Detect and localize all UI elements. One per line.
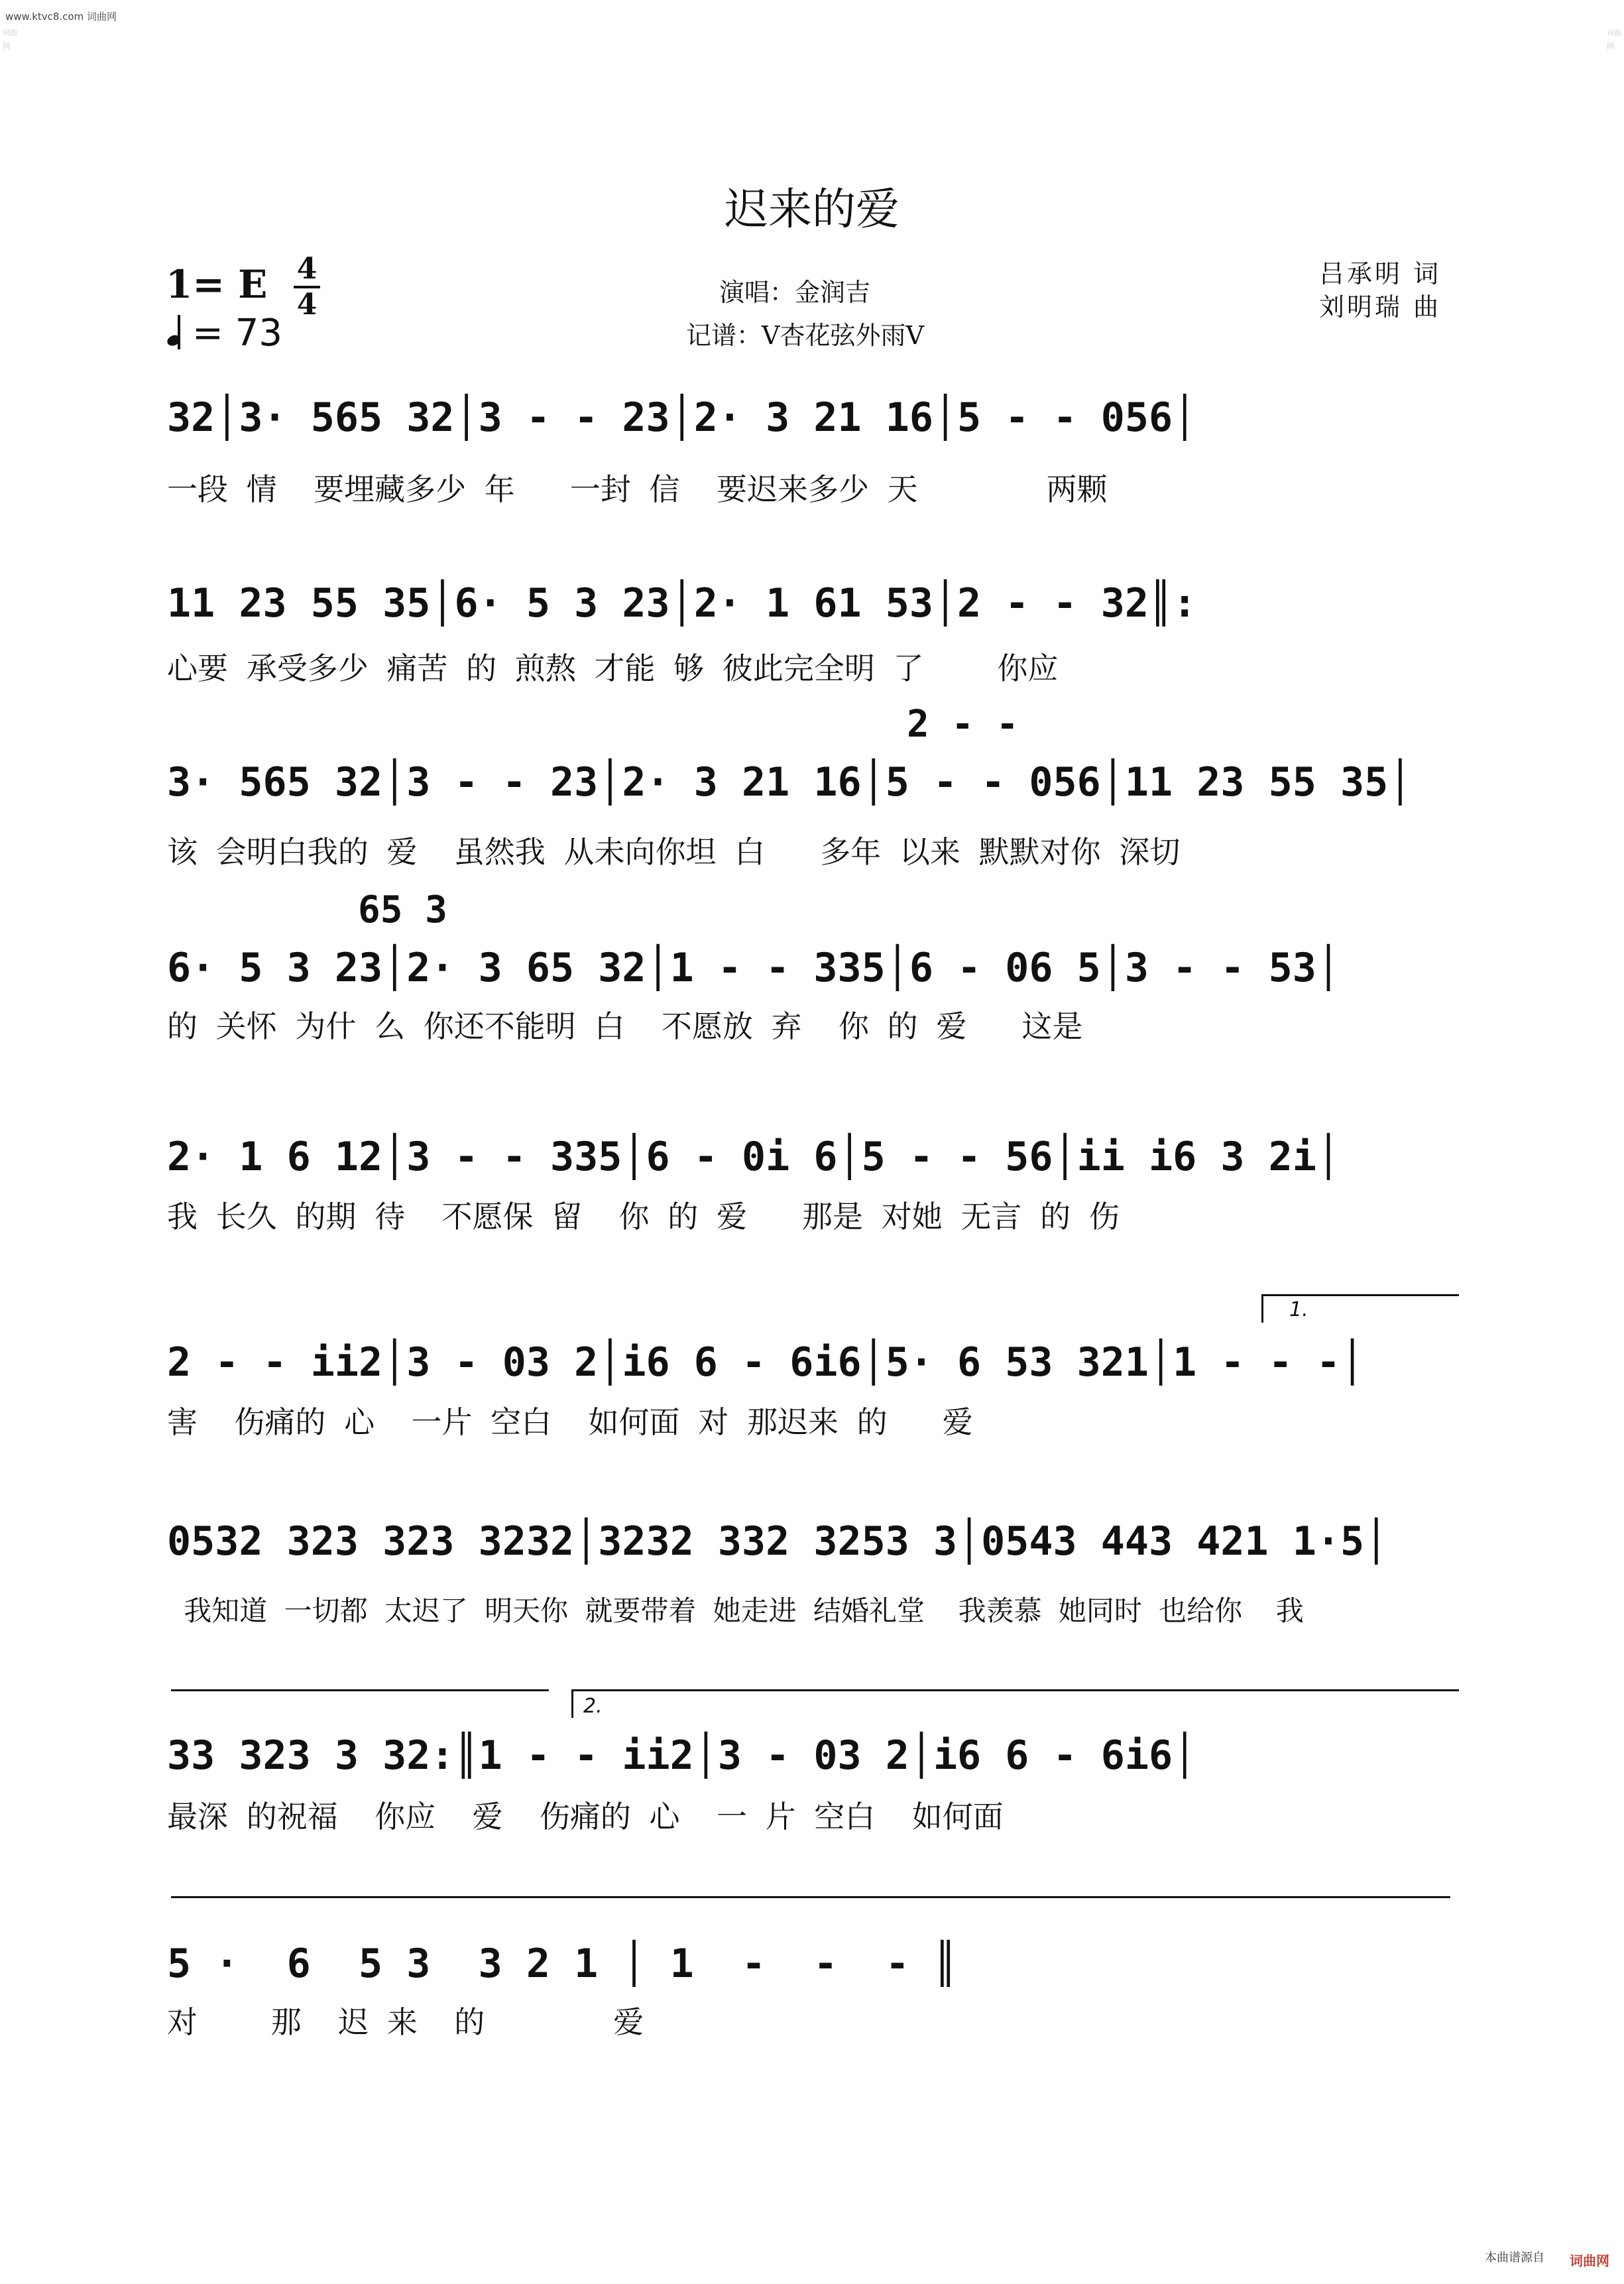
notation-row-5: 2· 1 6 12│3 - - 335│6 - 0i 6│5 - - 56│ii i6 3 2i│ — [167, 1134, 1341, 1180]
lyrics-row-8: 最深 的祝福 你应 爱 伤痛的 心 一 片 空白 如何面 — [167, 1799, 1004, 1834]
notation-row-7: 0532 323 323 3232│3232 332 3253 3│0543 443 421 1·5│ — [167, 1518, 1389, 1565]
lyrics-row-2: 心要 承受多少 痛苦 的 煎熬 才能 够 彼此完全明 了 你应 — [167, 650, 1059, 686]
composer-credit: 刘明瑞 曲 — [1319, 292, 1442, 322]
site-header: www.ktvc8.com 词曲网 — [5, 11, 117, 23]
transcriber-credit: 记谱：V杏花弦外雨V — [686, 321, 924, 350]
upper-notes-row-4: 65 3 — [358, 888, 447, 932]
notation-row-1: 32│3· 565 32│3 - - 23│2· 3 21 16│5 - - 056│ — [167, 394, 1197, 441]
lyricist-credit: 吕承明 词 — [1319, 259, 1442, 288]
footer-logo[interactable]: 词曲网 — [1570, 2253, 1609, 2269]
second-ending-label: 2. — [583, 1695, 603, 1718]
repeat-bracket-line — [171, 1689, 549, 1691]
tempo-value: = 73 — [192, 312, 282, 355]
key-signature: 1= E — [166, 262, 268, 307]
notation-row-3: 3· 565 32│3 - - 23│2· 3 21 16│5 - - 056│11 23 55 35│ — [167, 759, 1413, 806]
first-ending-label: 1. — [1289, 1298, 1308, 1321]
notation-row-6: 2 - - ii2│3 - 03 2│i6 6 - 6i6│5· 6 53 321│1 - - -│ — [167, 1339, 1365, 1386]
note-stem — [178, 315, 180, 349]
notation-row-4: 6· 5 3 23│2· 3 65 32│1 - - 335│6 - 06 5│3 - - 53│ — [167, 945, 1341, 991]
lyrics-row-7: 我知道 一切都 太迟了 明天你 就要带着 她走进 结婚礼堂 我羡慕 她同时 也给你 我 — [167, 1594, 1304, 1627]
footer-source: 本曲谱源自 — [1485, 2251, 1544, 2265]
lyrics-row-4: 的 关怀 为什 么 你还不能明 白 不愿放 弃 你 的 爱 这是 — [167, 1008, 1083, 1044]
lyrics-row-1: 一段 情 要埋藏多少 年 一封 信 要迟来多少 天 两颗 — [167, 471, 1108, 507]
upper-notes-row-3: 2 - - — [907, 703, 1019, 746]
time-signature-bottom: 4 — [296, 288, 318, 322]
time-signature — [294, 254, 320, 320]
second-ending-bracket — [571, 1689, 1459, 1718]
side-watermark-right: 词曲网 — [1607, 29, 1621, 50]
notation-row-8: 33 323 3 32:║1 - - ii2│3 - 03 2│i6 6 - 6i6│ — [167, 1732, 1197, 1779]
lyrics-row-3: 该 会明白我的 爱 虽然我 从未向你坦 白 多年 以来 默默对你 深切 — [167, 834, 1181, 870]
side-watermark-left: 词曲网 — [3, 29, 17, 50]
tempo-marking — [167, 312, 282, 355]
song-title: 迟来的爱 — [725, 184, 899, 235]
lyrics-row-6: 害 伤痛的 心 一片 空白 如何面 对 那迟来 的 爱 — [167, 1404, 973, 1440]
lyrics-row-9: 对 那 迟 来 的 爱 — [167, 2004, 644, 2040]
ending-bracket-line — [171, 1896, 1450, 1898]
notation-row-2: 11 23 55 35│6· 5 3 23│2· 1 61 53│2 - - 32║: — [167, 580, 1197, 627]
singer-credit: 演唱：金润吉 — [719, 278, 871, 307]
notation-row-9: 5 · 6 5 3 3 2 1 │ 1 - - - ║ — [167, 1941, 958, 1987]
time-signature-top: 4 — [296, 252, 318, 286]
lyrics-row-5: 我 长久 的期 待 不愿保 留 你 的 爱 那是 对她 无言 的 伤 — [167, 1199, 1120, 1234]
